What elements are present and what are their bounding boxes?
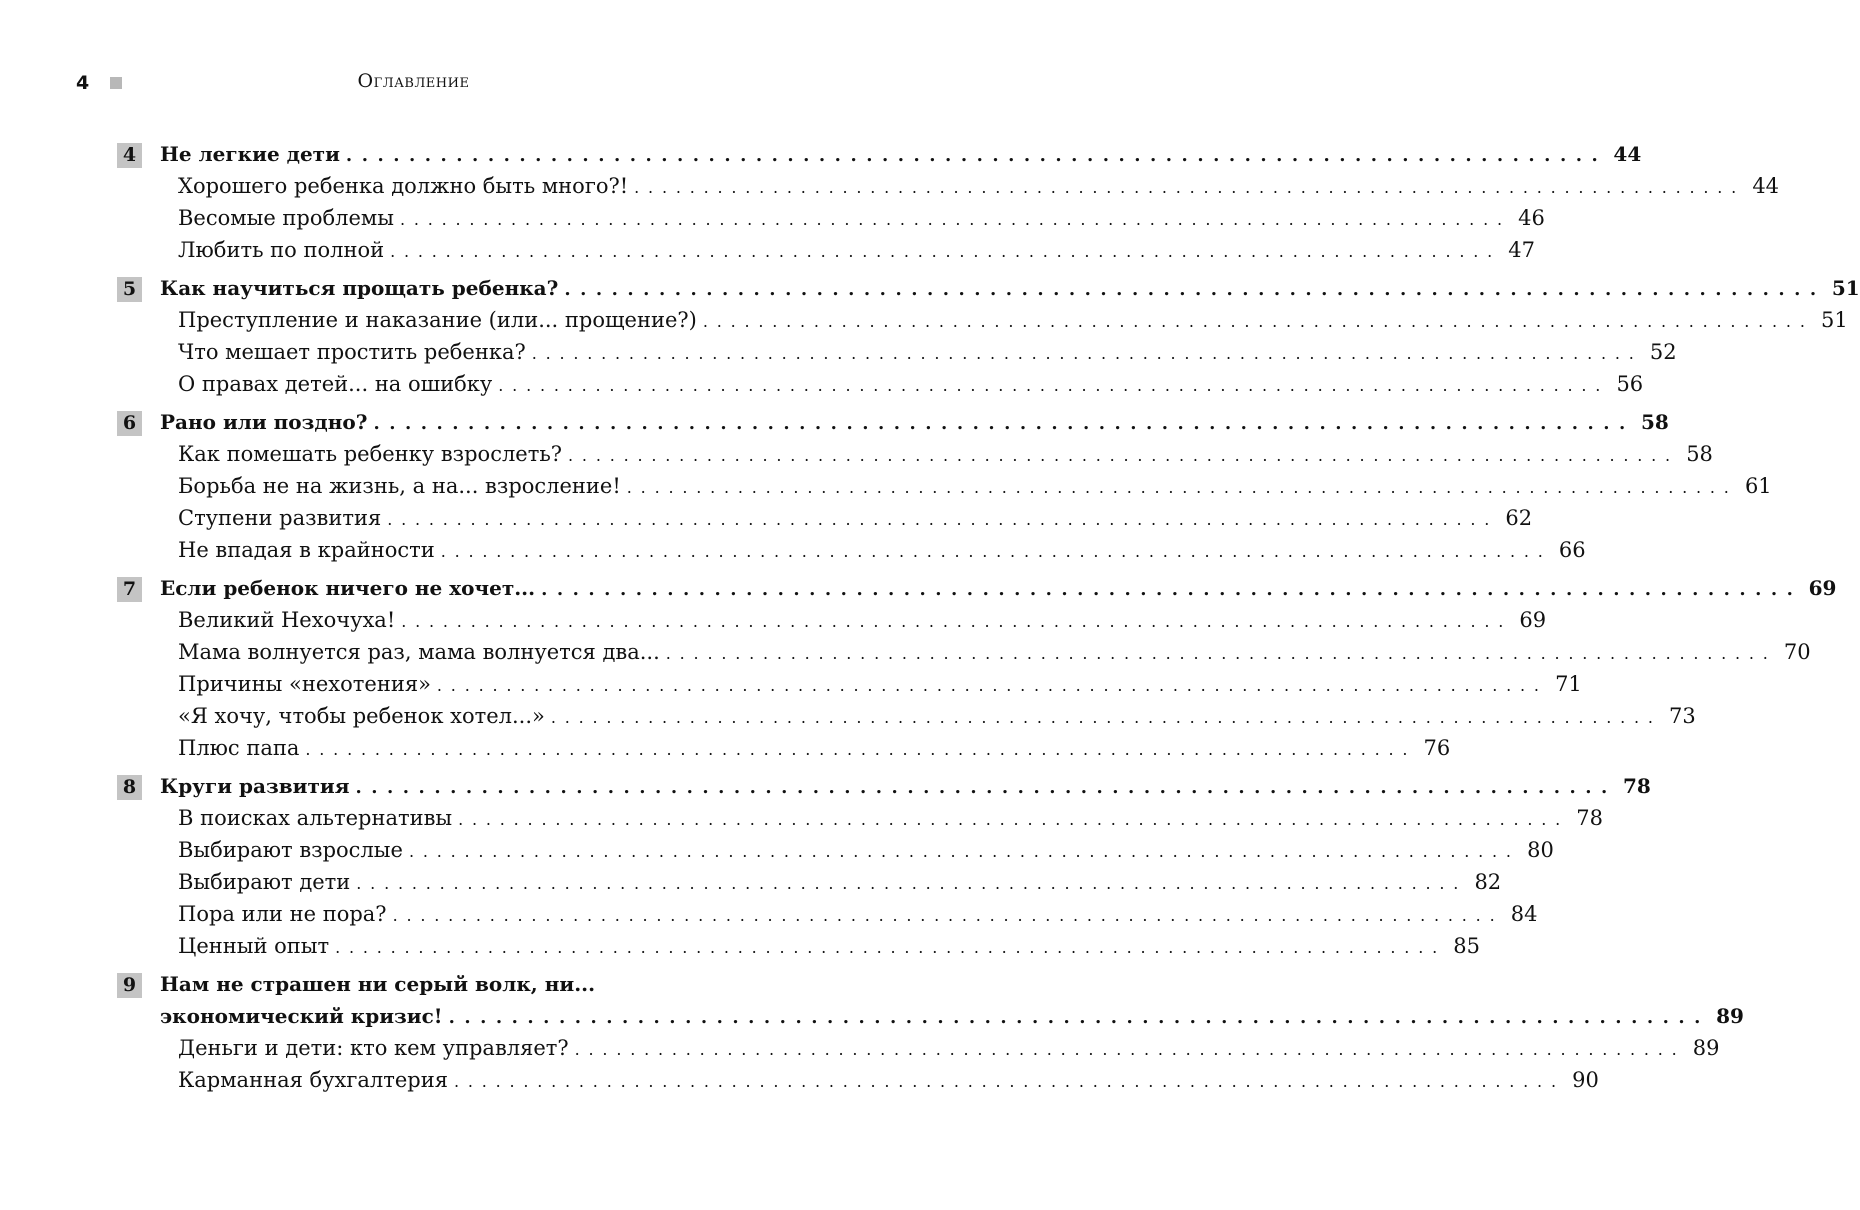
section-title: Весомые проблемы bbox=[178, 206, 394, 230]
chapter-page: 69 bbox=[1808, 576, 1837, 600]
dot-leader: ................................................................................ bbox=[436, 676, 1548, 695]
dot-leader: ................................................................................ bbox=[531, 344, 1643, 363]
section-page: 82 bbox=[1474, 870, 1502, 894]
toc-chapter-row-line1[interactable] bbox=[0, 968, 827, 1000]
toc-section-row[interactable] bbox=[0, 802, 1603, 834]
dot-leader: ................................................................................ bbox=[564, 279, 1826, 300]
dot-leader: ................................................................................ bbox=[665, 644, 1777, 663]
section-title: В поисках альтернативы bbox=[178, 806, 453, 830]
chapter-number-badge: 6 bbox=[117, 411, 142, 436]
dot-leader: ................................................................................ bbox=[335, 938, 1446, 957]
toc-chapter-row[interactable] bbox=[0, 770, 1651, 802]
toc-section-row[interactable] bbox=[0, 470, 1772, 502]
dot-leader: ................................................................................ bbox=[355, 777, 1617, 798]
section-page: 70 bbox=[1783, 640, 1811, 664]
running-title-text: Оглавление bbox=[357, 70, 470, 92]
toc-section-row[interactable] bbox=[0, 700, 1696, 732]
dot-leader: ................................................................................ bbox=[305, 740, 1417, 759]
section-title: Причины «нехотения» bbox=[178, 672, 431, 696]
section-title: Что мешает простить ребенка? bbox=[178, 340, 526, 364]
section-title: Любить по полной bbox=[178, 238, 385, 262]
dot-leader: ................................................................................ bbox=[550, 708, 1662, 727]
section-title: Великий Нехочуха! bbox=[178, 608, 396, 632]
toc-chapter-5 bbox=[0, 272, 1860, 400]
section-page: 90 bbox=[1572, 1068, 1599, 1092]
toc-section-row[interactable] bbox=[0, 898, 1538, 930]
section-title: Плюс папа bbox=[178, 736, 300, 760]
section-page: 71 bbox=[1555, 672, 1582, 696]
section-title: Пора или не пора? bbox=[178, 902, 387, 926]
toc-chapter-row[interactable] bbox=[0, 1000, 1744, 1032]
section-page: 47 bbox=[1508, 238, 1535, 262]
toc-section-row[interactable] bbox=[0, 636, 1811, 668]
dot-leader: ................................................................................ bbox=[458, 810, 1569, 829]
section-page: 58 bbox=[1686, 442, 1713, 466]
toc-section-row[interactable] bbox=[0, 1064, 1599, 1096]
chapter-number-badge: 9 bbox=[117, 973, 142, 998]
chapter-title-line1: Нам не страшен ни серый волк, ни... bbox=[160, 972, 596, 996]
toc-section-row[interactable] bbox=[0, 866, 1502, 898]
toc-section-row[interactable] bbox=[0, 234, 1535, 266]
section-page: 56 bbox=[1616, 372, 1644, 396]
section-page: 85 bbox=[1453, 934, 1480, 958]
running-head bbox=[0, 70, 827, 98]
toc-chapter-row[interactable] bbox=[0, 138, 1642, 170]
section-page: 84 bbox=[1510, 902, 1538, 926]
chapter-title: Не легкие дети bbox=[160, 142, 340, 166]
dot-leader: ................................................................................ bbox=[399, 210, 1511, 229]
toc-chapter-4 bbox=[0, 138, 1780, 266]
dot-leader: ................................................................................ bbox=[448, 1007, 1710, 1028]
dot-leader: ................................................................................ bbox=[390, 242, 1501, 261]
dot-leader: ................................................................................ bbox=[568, 446, 1679, 465]
section-title: Карманная бухгалтерия bbox=[178, 1068, 448, 1092]
chapter-number-badge: 4 bbox=[117, 143, 142, 168]
toc-section-row[interactable] bbox=[0, 834, 1554, 866]
toc-chapter-row[interactable] bbox=[0, 272, 1860, 304]
dot-leader: ................................................................................ bbox=[574, 1040, 1686, 1059]
section-title: Хорошего ребенка должно быть много?! bbox=[178, 174, 629, 198]
chapter-page: 78 bbox=[1622, 774, 1651, 798]
dot-leader: ................................................................................ bbox=[626, 478, 1738, 497]
page-number: 4 bbox=[76, 72, 90, 94]
section-page: 80 bbox=[1527, 838, 1554, 862]
dot-leader: ................................................................................ bbox=[498, 376, 1610, 395]
chapter-page: 44 bbox=[1613, 142, 1642, 166]
toc-section-row[interactable] bbox=[0, 604, 1547, 636]
running-title bbox=[0, 70, 827, 92]
dot-leader: ................................................................................ bbox=[702, 312, 1814, 331]
dot-leader: ................................................................................ bbox=[440, 542, 1552, 561]
chapter-page: 89 bbox=[1716, 1004, 1744, 1028]
section-title: Как помешать ребенку взрослеть? bbox=[178, 442, 563, 466]
toc-section-row[interactable] bbox=[0, 732, 1451, 764]
dot-leader: ................................................................................ bbox=[387, 510, 1499, 529]
toc-section-row[interactable] bbox=[0, 1032, 1720, 1064]
chapter-page: 58 bbox=[1640, 410, 1669, 434]
section-title: «Я хочу, чтобы ребенок хотел...» bbox=[178, 704, 545, 728]
toc-chapter-8 bbox=[0, 770, 1651, 962]
toc-section-row[interactable] bbox=[0, 304, 1848, 336]
dot-leader: ................................................................................ bbox=[634, 178, 1746, 197]
section-title: Не впадая в крайности bbox=[178, 538, 435, 562]
section-page: 89 bbox=[1692, 1036, 1720, 1060]
section-page: 62 bbox=[1505, 506, 1533, 530]
section-title: Преступление и наказание (или... прощение?) bbox=[178, 308, 697, 332]
section-page: 76 bbox=[1423, 736, 1451, 760]
section-title: Деньги и дети: кто кем управляет? bbox=[178, 1036, 569, 1060]
section-title: Борьба не на жизнь, а на... взросление! bbox=[178, 474, 621, 498]
section-title: Выбирают дети bbox=[178, 870, 351, 894]
section-title: Мама волнуется раз, мама волнуется два... bbox=[178, 640, 660, 664]
chapter-title: Если ребенок ничего не хочет... bbox=[160, 576, 536, 600]
section-title: О правах детей... на ошибку bbox=[178, 372, 493, 396]
section-page: 52 bbox=[1649, 340, 1677, 364]
toc-section-row[interactable] bbox=[0, 534, 1586, 566]
section-title: Ценный опыт bbox=[178, 934, 330, 958]
section-page: 46 bbox=[1518, 206, 1545, 230]
toc-chapter-7 bbox=[0, 572, 1837, 764]
section-page: 73 bbox=[1669, 704, 1696, 728]
toc-section-row[interactable] bbox=[0, 668, 1582, 700]
chapter-page: 51 bbox=[1831, 276, 1860, 300]
chapter-number-badge: 5 bbox=[117, 277, 142, 302]
section-page: 44 bbox=[1752, 174, 1780, 198]
dot-leader: ................................................................................ bbox=[373, 413, 1635, 434]
dot-leader: ................................................................................ bbox=[541, 579, 1803, 600]
toc-section-row[interactable] bbox=[0, 336, 1677, 368]
chapter-title: Круги развития bbox=[160, 774, 350, 798]
table-of-contents bbox=[0, 138, 1860, 1096]
section-title: Ступени развития bbox=[178, 506, 382, 530]
dot-leader: ................................................................................ bbox=[392, 906, 1504, 925]
section-page: 66 bbox=[1558, 538, 1586, 562]
dot-leader: ................................................................................ bbox=[453, 1072, 1565, 1091]
section-page: 61 bbox=[1744, 474, 1772, 498]
section-page: 69 bbox=[1519, 608, 1547, 632]
toc-chapter-6 bbox=[0, 406, 1772, 566]
toc-section-row[interactable] bbox=[0, 502, 1533, 534]
dot-leader: ................................................................................ bbox=[408, 842, 1520, 861]
dot-leader: ................................................................................ bbox=[401, 612, 1513, 631]
dot-leader: ................................................................................ bbox=[356, 874, 1468, 893]
toc-section-row[interactable] bbox=[0, 202, 1545, 234]
chapter-number-badge: 7 bbox=[117, 577, 142, 602]
section-page: 78 bbox=[1576, 806, 1603, 830]
toc-section-row[interactable] bbox=[0, 368, 1644, 400]
toc-section-row[interactable] bbox=[0, 438, 1713, 470]
section-page: 51 bbox=[1820, 308, 1848, 332]
chapter-title: Как научиться прощать ребенка? bbox=[160, 276, 559, 300]
chapter-number-badge: 8 bbox=[117, 775, 142, 800]
dot-leader: ................................................................................ bbox=[345, 145, 1608, 166]
toc-section-row[interactable] bbox=[0, 170, 1780, 202]
toc-section-row[interactable] bbox=[0, 930, 1480, 962]
section-title: Выбирают взрослые bbox=[178, 838, 403, 862]
chapter-title: Рано или поздно? bbox=[160, 410, 368, 434]
chapter-title: экономический кризис! bbox=[160, 1004, 443, 1028]
toc-chapter-row[interactable] bbox=[0, 572, 1837, 604]
toc-chapter-row[interactable] bbox=[0, 406, 1669, 438]
toc-chapter-9 bbox=[0, 968, 1744, 1096]
